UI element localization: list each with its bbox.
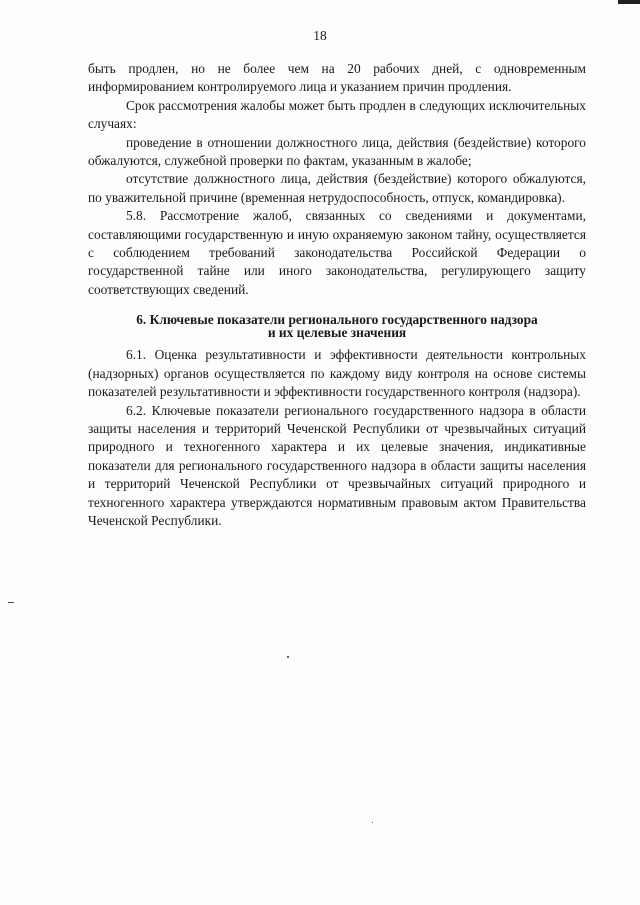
document-body	[88, 60, 586, 530]
section-heading-line2: и их целевые значения	[267, 325, 407, 341]
paragraph-6-1: 6.1. Оценка результативности и эффективности деятельности контрольных (надзорных) органов осуществляется по каждому виду контроля на основе системы показателей результативности и эффективности государственного контроля (надзора).	[88, 347, 586, 400]
paragraph-continuation: быть продлен, но не более чем на 20 рабочих дней, с одновременным информированием контролируемого лица и указанием причин продления.	[88, 61, 586, 95]
scan-corner-mark	[618, 0, 640, 4]
scan-speck	[287, 656, 289, 658]
paragraph-case-absence: отсутствие должностного лица, действия (бездействие) которого обжалуются, по уважительной причине (временная нетрудоспособность, отпуск, командировка).	[88, 171, 586, 205]
scan-speck	[372, 822, 373, 823]
scan-edge-mark	[8, 602, 14, 603]
section-heading-line1: 6. Ключевые показатели регионального государственного надзора	[136, 312, 538, 328]
paragraph-5-8: 5.8. Рассмотрение жалоб, связанных со сведениями и документами, составляющими государственную и иную охраняемую законом тайну, осуществляется с соблюдением требований законодательства Российской Федерации о государственной тайне или иного законодательства, регулирующего защиту соответствующих сведений.	[88, 208, 586, 297]
page-number: 18	[313, 28, 327, 43]
paragraph-extension-cases: Срок рассмотрения жалобы может быть продлен в следующих исключительных случаях:	[88, 97, 586, 132]
section-6-heading	[88, 313, 586, 339]
paragraph-6-2: 6.2. Ключевые показатели регионального государственного надзора в области защиты населения и территорий Чеченской Республики от чрезвычайных ситуаций природного и техногенного характера и их целевые значения, индикативные показатели для регионального государственного надзора в области защиты населения и территорий Чеченской Республики от чрезвычайных ситуаций природного и техногенного характера утверждаются нормативным правовым актом Правительства Чеченской Республики.	[88, 402, 586, 528]
paragraph-case-inspection: проведение в отношении должностного лица, действия (бездействие) которого обжалуются, служебной проверки по фактам, указанным в жалобе;	[88, 134, 586, 169]
